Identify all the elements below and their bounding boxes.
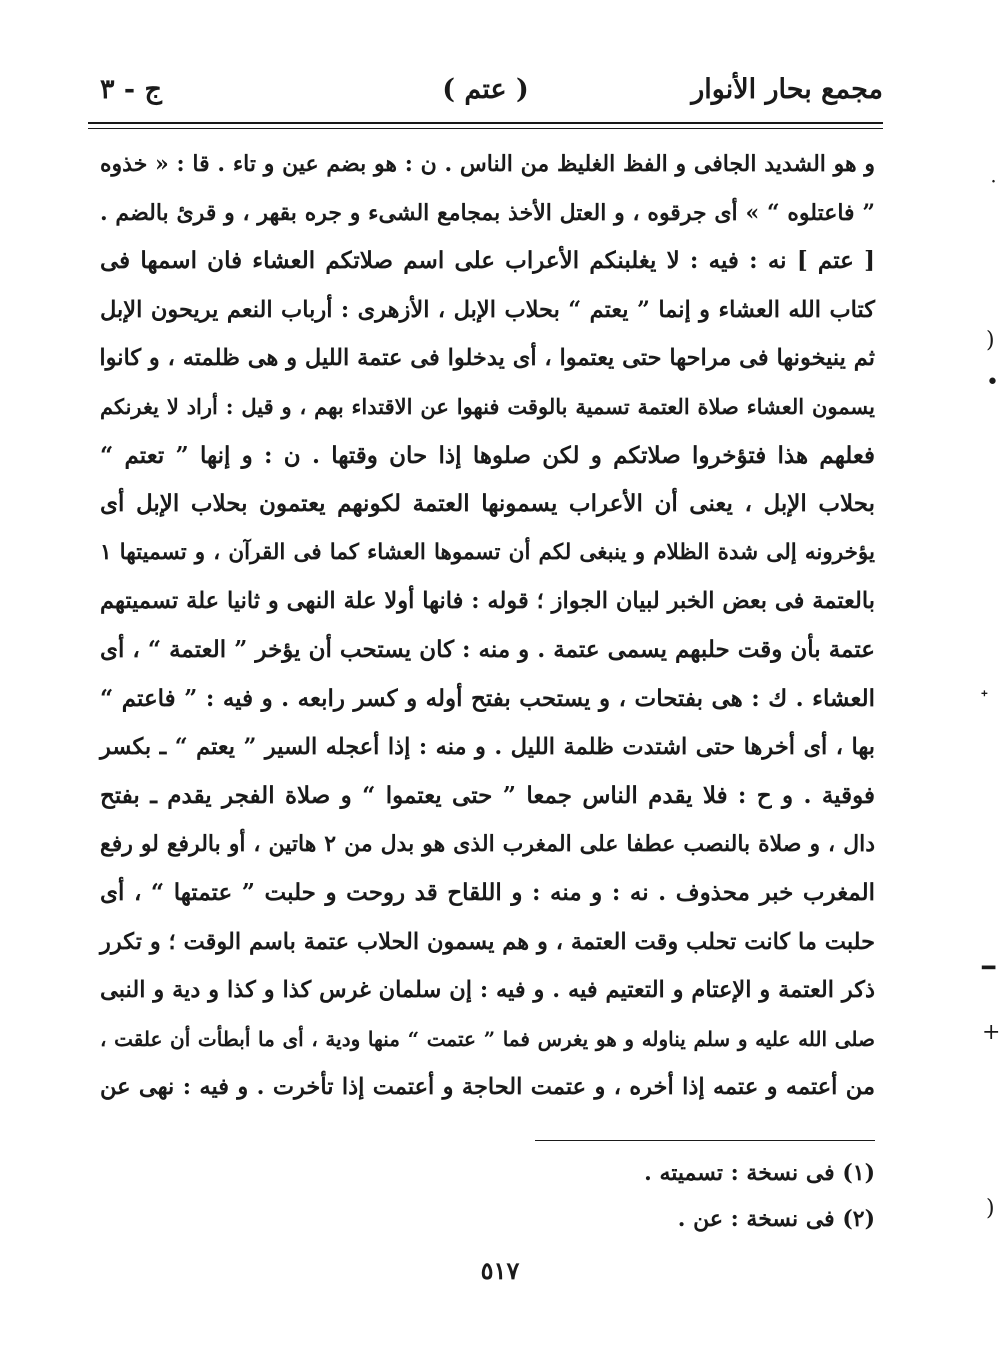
text-line: ثم ينيخونها فى مراحها حتى يعتموا ، أى يدخلوا فى عتمة الليل و هى ظلمته ، و كانوا: [99, 345, 875, 372]
text-line: من أعتمه و عتمه إذا أخره ، و عتمت الحاجة و أعتمت إذا تأخرت . و فيه : نهى عن: [100, 1074, 875, 1101]
text-line: دال ، و صلاة بالنصب عطفا على المغرب الذى هو بدل من ٢ هاتين ، أو بالرفع لو رفع: [100, 831, 876, 858]
text-line: [ عتم ] نه : فيه : لا يغلبنكم الأعراب على اسم صلاتكم العشاء فان اسمها فى: [100, 247, 875, 275]
footnotes: [500, 1150, 875, 1242]
text-line: بها ، أى أخرها حتى اشتدت ظلمة الليل . و منه : إذا أعجله السير ” يعتم “ ـ بكسر: [100, 734, 875, 761]
text-line: المغرب خبر محذوف . نه : و منه : و اللقاح قد روحت و حلبت ” عتمتها “ ، أى: [100, 878, 875, 906]
page-header: [88, 72, 883, 122]
page-number: ٥١٧: [480, 1256, 520, 1285]
text-line: صلى الله عليه و سلم يناوله و هو يغرس فما ” عتمت “ منها ودية ، أى ما أبطأت أن علقت ،: [100, 1026, 875, 1051]
main-text: [100, 140, 875, 1112]
footnote: (٢) فى نسخة : عن .: [677, 1206, 875, 1232]
footnote-separator: [535, 1140, 875, 1141]
text-line: العشاء . ك : هى بفتحات ، و يستحب بفتح أوله و كسر رابعه . و فيه : ” فاعتم “: [100, 684, 875, 712]
entry-word: ( عتم ): [442, 74, 529, 105]
scan-mark: +: [982, 1020, 1000, 1045]
footnote: (١) فى نسخة : تسميته .: [644, 1160, 875, 1186]
book-title: مجمع بحار الأنوار: [691, 74, 883, 105]
scan-mark: ━: [982, 956, 996, 981]
text-line: حلبت ما كانت تحلب وقت العتمة ، و هم يسمون الحلاب عتمة باسم الوقت ؛ و تكرر: [100, 928, 875, 955]
text-line: فوقية . و ح : فلا يقدم الناس جمعا ” حتى يعتموا “ و صلاة الفجر يقدم ـ بفتح: [100, 781, 875, 809]
text-line: بالعتمة فى بعض الخبر لبيان الجواز ؛ قوله : فانها أولا علة النهى و ثانيا علة تسميتهم: [100, 588, 875, 615]
header-rule-thick: [88, 122, 883, 124]
text-line: كتاب الله العشاء و إنما ” يعتم “ بحلاب الإبل ، الأزهرى : أرباب النعم يريحون الإبل: [100, 296, 875, 323]
scan-mark: ˙: [988, 178, 999, 203]
text-line: ” فاعتلوه “ » أى جرقوه ، و العتل الأخذ بمجامع الشىء و جره بقهر ، و قرئ بالضم .: [100, 199, 875, 226]
scan-mark: ): [986, 1196, 995, 1221]
text-line: فعلهم هذا فتؤخروا صلاتكم و لكن صلوها إذا حان وقتها . ن : و إنها ” تعتم “: [100, 441, 875, 469]
text-line: بحلاب الإبل ، يعنى أن الأعراب يسمونها العتمة لكونهم يعتمون بحلاب الإبل أى: [100, 490, 875, 518]
scan-mark: ᐩ: [980, 686, 989, 711]
volume-number: ج - ٣: [100, 74, 162, 105]
text-line: عتمة بأن وقت حلبهم يسمى عتمة . و منه : كان يستحب أن يؤخر ” العتمة “ ، أى: [100, 635, 875, 663]
scan-mark: •: [986, 370, 999, 395]
text-line: و هو الشديد الجافى و الفظ الغليظ من الناس . ن : هو بضم عين و تاء . قا : « خذوه: [100, 151, 875, 177]
text-line: يسمون العشاء صلاة العتمة تسمية بالوقت فنهوا عن الاقتداء بهم ، و قيل : أراد لا يغرنكم: [100, 393, 875, 419]
scan-mark: ): [986, 328, 995, 353]
text-line: ذكر العتمة و الإعتام و التعتيم فيه . و فيه : إن سلمان غرس كذا و كذا و دية و النبى: [100, 977, 875, 1004]
header-rule-thin: [88, 128, 883, 129]
text-line: يؤخرونه إلى شدة الظلام و ينبغى لكم أن تسموها العشاء كما فى القرآن ، و تسميتها ١: [100, 539, 875, 565]
